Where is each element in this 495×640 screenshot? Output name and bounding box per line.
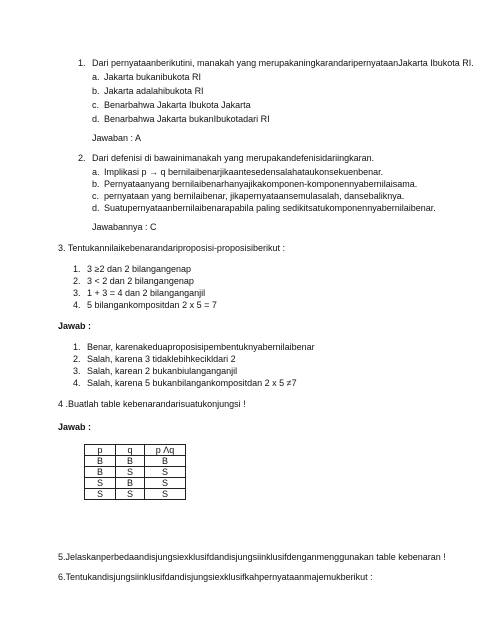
q3-item-3: 3. 1 + 3 = 4 dan 2 bilanganganjil xyxy=(73,288,206,298)
table-cell: S xyxy=(145,478,186,489)
truth-table xyxy=(84,444,186,500)
table-cell: B xyxy=(85,456,116,467)
truth-table-header-row xyxy=(85,445,186,456)
table-cell: S xyxy=(116,489,145,500)
table-row xyxy=(85,456,186,467)
q3-heading: 3. Tentukannilaikebenarandariproposisi-proposisiberikut : xyxy=(58,243,285,253)
table-cell: S xyxy=(116,467,145,478)
q1-option-b: b. Jakarta adalahibukota RI xyxy=(92,86,204,96)
q4-jawab: Jawab : xyxy=(58,422,92,432)
q1-option-d: d. Benarbahwa Jakarta bukanIbukotadari RI xyxy=(92,114,270,124)
table-cell: B xyxy=(85,467,116,478)
q2-option-d: d. Suatupernyataanbernilaibenarapabila paling sedikitsatukomponennyabernilaibenar. xyxy=(92,203,436,213)
q2-answer: Jawabannya : C xyxy=(92,222,157,232)
q3-answer-3: 3. Salah, karean 2 bukanbiulanganganjil xyxy=(73,366,238,376)
table-cell: S xyxy=(85,489,116,500)
q2-option-c: c. pernyataan yang bernilaibenar, jikapernyataansemulasalah, dansebaliknya. xyxy=(92,191,405,201)
q3-item-1: 1. 3 ≥2 dan 2 bilangangenap xyxy=(73,264,192,274)
q3-item-2: 2. 3 < 2 dan 2 bilangangenap xyxy=(73,276,194,286)
table-cell: B xyxy=(116,478,145,489)
q2-question xyxy=(78,153,374,164)
q2-text: Dari defenisi di bawainimanakah yang merupakandefenisidariingkaran. xyxy=(92,153,375,163)
table-row xyxy=(85,478,186,489)
q2-option-a: a. Implikasi p → q bernilaibenarjikaantesedensalahataukonsekuenbenar. xyxy=(92,167,384,177)
q1-answer: Jawaban : A xyxy=(92,133,142,143)
truth-table-header-p-and-q: p Λq xyxy=(145,445,186,456)
table-cell: B xyxy=(145,456,186,467)
q3-answer-2: 2. Salah, karena 3 tidaklebihkecikldari 2 xyxy=(73,354,236,364)
q4-heading: 4 .Buatlah table kebenarandarisuatukonjungsi ! xyxy=(58,399,246,409)
q6-text: 6.Tentukandisjungsiinklusifdandisjungsiexklusifkahpernyataanmajemukberikut : xyxy=(58,572,373,582)
table-cell: B xyxy=(116,456,145,467)
table-cell: S xyxy=(145,489,186,500)
table-cell: S xyxy=(145,467,186,478)
q3-item-4: 4. 5 bilangankompositdan 2 x 5 = 7 xyxy=(73,300,217,310)
q2-option-b: b. Pernyataanyang bernilaibenarhanyajikakomponen-komponennyabernilaisama. xyxy=(92,179,418,189)
q1-option-c: c. Benarbahwa Jakarta Ibukota Jakarta xyxy=(92,100,251,110)
truth-table-header-p: p xyxy=(85,445,116,456)
table-cell: S xyxy=(85,478,116,489)
q1-option-a: a. Jakarta bukanibukota RI xyxy=(92,72,202,82)
q1-text: Dari pernyataanberikutini, manakah yang merupakaningkarandaripernyataanJakarta Ibukota RI. xyxy=(92,58,474,68)
q5-text: 5.Jelaskanperbedaandisjungsiexklusifdandisjungsiinklusifdenganmenggunakan table kebenaran ! xyxy=(58,552,446,562)
q3-answer-1: 1. Benar, karenakeduaproposisipembentuknyabernilaibenar xyxy=(73,342,315,352)
q3-answer-4: 4. Salah, karena 5 bukanbilangankompositdan 2 x 5 ≠7 xyxy=(73,378,297,388)
q1-question xyxy=(78,58,474,69)
table-row xyxy=(85,489,186,500)
table-row xyxy=(85,467,186,478)
q3-jawab: Jawab : xyxy=(58,321,92,331)
q1-number: 1. xyxy=(78,58,86,68)
truth-table-header-q: q xyxy=(116,445,145,456)
q2-number: 2. xyxy=(78,153,86,163)
